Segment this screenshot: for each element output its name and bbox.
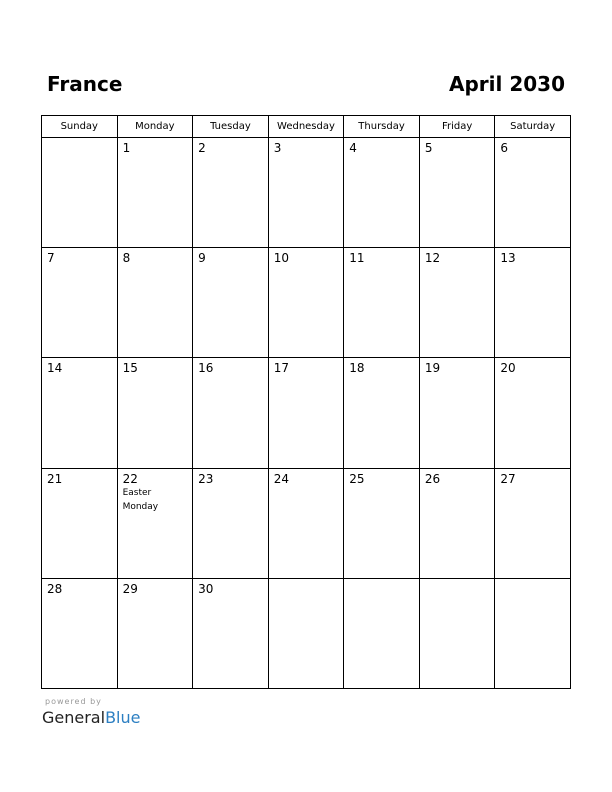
day-number: 9	[198, 251, 206, 266]
day-cell	[419, 358, 495, 468]
day-cell	[344, 358, 420, 468]
day-cell	[193, 468, 269, 578]
brand-wordmark	[42, 708, 140, 728]
weekday-header: Thursday	[344, 116, 420, 138]
day-number: 30	[198, 581, 214, 596]
day-number: 14	[47, 361, 63, 376]
day-cell	[495, 358, 571, 468]
day-number	[344, 579, 419, 582]
day-number: 15	[122, 361, 138, 376]
day-cell	[193, 578, 269, 688]
day-number: 8	[122, 251, 131, 266]
week-row	[42, 468, 571, 578]
day-cell	[344, 468, 420, 578]
day-cell	[495, 138, 571, 248]
day-number: 27	[500, 471, 516, 486]
day-cell	[268, 248, 344, 358]
day-cell	[268, 468, 344, 578]
day-cell	[117, 578, 193, 688]
day-number: 11	[349, 251, 365, 266]
day-number: 4	[349, 141, 357, 155]
holiday-label: Easter Monday	[122, 487, 159, 512]
day-number: 24	[273, 471, 289, 486]
day-cell	[42, 248, 118, 358]
day-number: 23	[198, 471, 214, 486]
generalblue-logo[interactable]	[42, 697, 140, 728]
week-row	[42, 578, 571, 688]
powered-by-label: powered by	[45, 697, 102, 706]
day-number: 5	[424, 141, 433, 155]
day-cell	[344, 578, 420, 688]
day-cell	[117, 358, 193, 468]
day-cell	[419, 578, 495, 688]
day-cell	[193, 138, 269, 248]
weekday-header: Tuesday	[193, 116, 269, 138]
day-cell	[495, 578, 571, 688]
week-row	[42, 248, 571, 358]
week-row	[42, 358, 571, 468]
day-cell	[268, 138, 344, 248]
week-row	[42, 138, 571, 248]
day-cell	[117, 248, 193, 358]
weekday-header: Saturday	[495, 116, 571, 138]
country-title: France	[47, 72, 123, 96]
day-cell	[419, 468, 495, 578]
day-cell	[268, 358, 344, 468]
day-number	[42, 138, 117, 141]
day-cell	[419, 248, 495, 358]
day-number: 18	[349, 361, 365, 376]
day-number: 25	[349, 471, 365, 486]
day-number: 13	[500, 251, 516, 266]
day-cell	[344, 138, 420, 248]
day-number: 20	[500, 361, 516, 376]
month-year-title: April 2030	[449, 72, 565, 96]
day-number: 21	[47, 471, 63, 486]
weekday-header: Friday	[419, 116, 495, 138]
day-number	[420, 579, 495, 582]
day-number: 10	[273, 251, 289, 266]
day-number: 17	[273, 361, 289, 376]
day-number: 1	[122, 141, 131, 155]
day-cell	[42, 358, 118, 468]
day-cell	[268, 578, 344, 688]
day-number	[269, 579, 344, 582]
day-number: 22	[122, 471, 138, 486]
day-number: 29	[122, 581, 138, 596]
day-number: 6	[500, 141, 509, 155]
day-number: 7	[47, 251, 55, 266]
day-number: 26	[424, 471, 441, 486]
day-cell	[193, 358, 269, 468]
day-number: 12	[424, 251, 441, 266]
weekday-header: Sunday	[42, 116, 118, 138]
brand-part-general: General	[42, 708, 106, 727]
weekday-header-row	[42, 116, 571, 138]
day-cell	[495, 468, 571, 578]
day-number: 16	[198, 361, 214, 376]
day-cell	[117, 138, 193, 248]
day-cell	[117, 468, 193, 578]
day-cell	[42, 468, 118, 578]
day-cell	[495, 248, 571, 358]
calendar-grid	[41, 115, 571, 689]
weekday-header: Monday	[117, 116, 193, 138]
day-number: 2	[198, 141, 206, 155]
day-cell	[344, 248, 420, 358]
weekday-header: Wednesday	[268, 116, 344, 138]
day-number: 28	[47, 581, 63, 596]
brand-part-blue: Blue	[105, 708, 141, 727]
day-number: 19	[424, 361, 441, 376]
day-cell	[193, 248, 269, 358]
day-number: 3	[273, 141, 282, 155]
day-cell	[42, 138, 118, 248]
day-cell	[42, 578, 118, 688]
day-number	[495, 579, 570, 582]
day-cell	[419, 138, 495, 248]
